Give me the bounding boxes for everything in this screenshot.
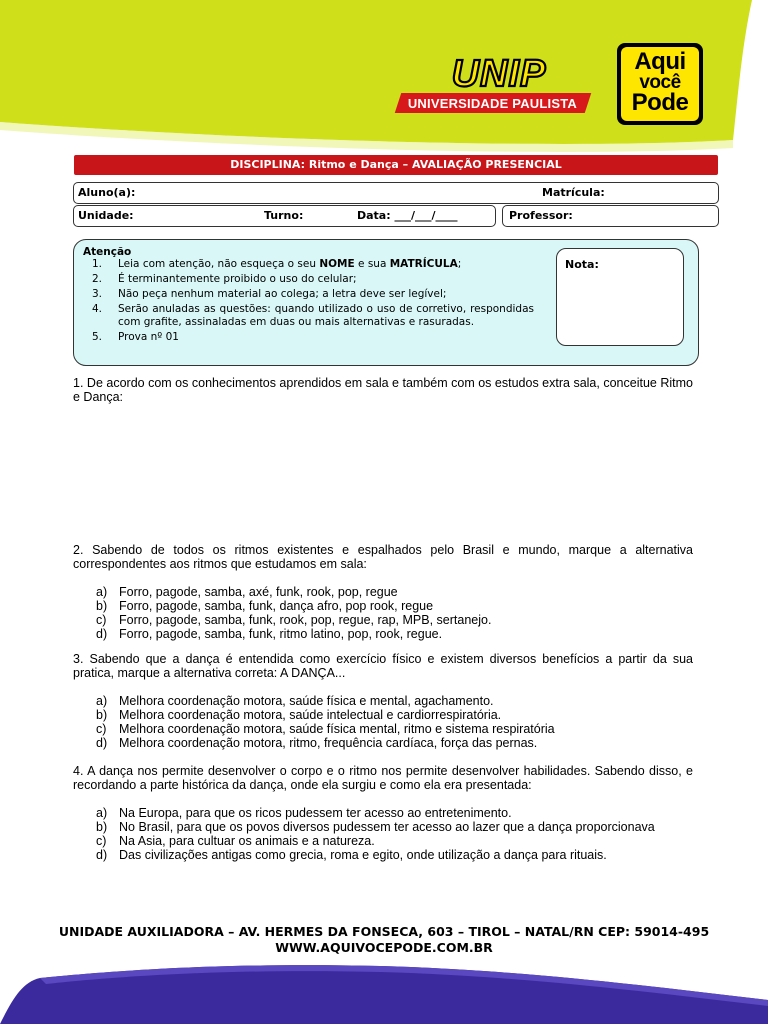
badge-line-2: você bbox=[639, 72, 681, 93]
option-b[interactable]: b) Melhora coordenação motora, saúde intelectual e cardiorrespiratória. bbox=[96, 708, 502, 722]
discipline-title-bar: DISCIPLINA: Ritmo e Dança – AVALIAÇÃO PRESENCIAL bbox=[74, 155, 718, 175]
option-a[interactable]: a) Melhora coordenação motora, saúde física e mental, agachamento. bbox=[96, 694, 494, 708]
student-label: Aluno(a): bbox=[78, 186, 136, 199]
student-row-box bbox=[73, 182, 719, 204]
question-4-options bbox=[96, 806, 716, 862]
attention-item: 2. É terminantemente proibido o uso do celular; bbox=[92, 273, 357, 285]
registration-label: Matrícula: bbox=[542, 186, 605, 199]
option-b[interactable]: b) Forro, pagode, samba, funk, dança afro, pop rook, regue bbox=[96, 599, 434, 613]
question-2-options bbox=[96, 585, 716, 641]
attention-item: 5. Prova nº 01 bbox=[92, 331, 179, 343]
option-c[interactable]: c) Forro, pagode, samba, funk, rook, pop, regue, rap, MPB, sertanejo. bbox=[96, 613, 492, 627]
grade-label: Nota: bbox=[565, 258, 599, 271]
badge-line-1: Aqui bbox=[634, 48, 686, 75]
aqui-voce-pode-logo bbox=[621, 47, 699, 121]
unip-logo-text: UNIP bbox=[451, 54, 547, 92]
option-d[interactable]: d) Das civilizações antigas como grecia, roma e egito, onde utilização a dança para rituais. bbox=[96, 848, 607, 862]
question-3: 3. Sabendo que a dança é entendida como exercício físico e existem diversos benefícios a partir da sua pratica, marque a alternativa correta: A DANÇA... bbox=[73, 652, 693, 680]
attention-title: Atenção bbox=[83, 246, 132, 258]
footer-address: UNIDADE AUXILIADORA – AV. HERMES DA FONSECA, 603 – TIROL – NATAL/RN CEP: 59014-495 bbox=[58, 924, 710, 939]
option-a[interactable]: a) Forro, pagode, samba, axé, funk, rook, pop, regue bbox=[96, 585, 398, 599]
unip-subtitle-banner bbox=[395, 93, 591, 113]
question-3-options bbox=[96, 694, 716, 750]
option-d[interactable]: d) Forro, pagode, samba, funk, ritmo latino, pop, rook, regue. bbox=[96, 627, 443, 641]
option-d[interactable]: d) Melhora coordenação motora, ritmo, frequência cardíaca, força das pernas. bbox=[96, 736, 538, 750]
question-1: 1. De acordo com os conhecimentos aprendidos em sala e também com os estudos extra sala, conceitue Ritmo e Dança: bbox=[73, 376, 693, 404]
date-label: Data: ___/___/____ bbox=[357, 209, 458, 222]
attention-item: 4. Serão anuladas as questões: quando utilizado o uso de corretivo, respondidas com grafite, assinaladas em duas ou mais alternativas e rasuradas. bbox=[92, 303, 534, 328]
attention-item: 3. Não peça nenhum material ao colega; a letra deve ser legível; bbox=[92, 288, 447, 300]
teacher-label: Professor: bbox=[509, 209, 573, 222]
attention-item: 1. Leia com atenção, não esqueça o seu NOME e sua MATRÍCULA; bbox=[92, 258, 534, 271]
unip-logo bbox=[420, 54, 578, 92]
option-c[interactable]: c) Na Asia, para cultuar os animais e a natureza. bbox=[96, 834, 375, 848]
attention-item-text: Leia com atenção, não esqueça o seu NOME e sua MATRÍCULA; bbox=[118, 258, 462, 270]
question-2: 2. Sabendo de todos os ritmos existentes e espalhados pelo Brasil e mundo, marque a alternativa correspondentes aos ritmos que estudamos em sala: bbox=[73, 543, 693, 571]
unit-label: Unidade: bbox=[78, 209, 134, 222]
footer-website[interactable]: WWW.AQUIVOCEPODE.COM.BR bbox=[275, 940, 493, 955]
question-4: 4. A dança nos permite desenvolver o corpo e o ritmo nos permite desenvolver habilidades. Sabendo disso, e recordando a parte histórica da dança, onde ela surgiu e como ela era presentada: bbox=[73, 764, 693, 792]
option-b[interactable]: b) No Brasil, para que os povos diversos pudessem ter acesso ao lazer que a dança proporcionava bbox=[96, 820, 655, 834]
option-a[interactable]: a) Na Europa, para que os ricos pudessem ter acesso ao entretenimento. bbox=[96, 806, 512, 820]
attention-list bbox=[92, 258, 534, 346]
option-c[interactable]: c) Melhora coordenação motora, saúde física mental, ritmo e sistema respiratória bbox=[96, 722, 555, 736]
badge-line-3: Pode bbox=[631, 89, 689, 116]
shift-label: Turno: bbox=[264, 209, 304, 222]
unip-subtitle: UNIVERSIDADE PAULISTA bbox=[408, 95, 578, 111]
